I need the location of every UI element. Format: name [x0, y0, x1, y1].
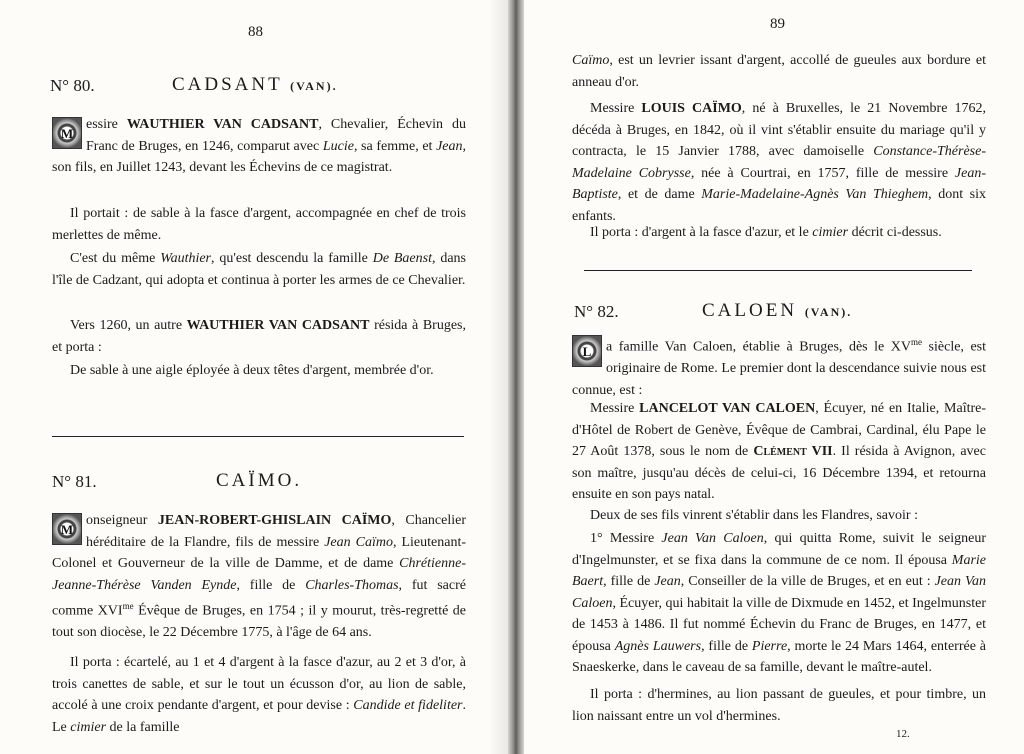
entry-number: N° 81.	[52, 472, 97, 491]
paragraph: Messire LOUIS CAÏMO, né à Bruxelles, le 21 Novembre 1762, décéda à Bruges, en 1842, où il vint s'établir ensuite du mariage qu'il y contracta, le 15 Janvier 1788, avec damoiselle Constance-Thérèse-Madelaine Cobrysse, née à Courtrai, en 1757, fille de messire Jean-Baptiste, et de dame Marie-Madelaine-Agnès Van Thieghem, dont six enfants.	[572, 101, 986, 224]
paragraph: Caïmo, est un levrier issant d'argent, accollé de gueules aux bordure et anneau d'or.	[572, 53, 986, 90]
book-gutter	[508, 0, 524, 754]
signature-mark: 12.	[896, 728, 910, 740]
paragraph: De sable à une aigle éployée à deux têtes d'argent, membrée d'or.	[70, 363, 434, 378]
paragraph: M onseigneur JEAN-ROBERT-GHISLAIN CAÏMO, Chancelier héréditaire de la Flandre, fils de messire Jean Caïmo, Lieutenant-Colonel et Gouverneur de la ville de Damme, et de dame Chrétienne-Jeanne-Thérèse Vanden Eynde, fille de Charles-Thomas, fut sacré comme $XVI^{me}$ Évêque de Bruges, en 1754 ; il y mourut, très-regretté de tout son diocèse, le 22 Décembre 1775, à l'âge de 64 ans.	[52, 513, 467, 641]
paragraph: C'est du même Wauthier, qu'est descendu la famille De Baenst, dans l'île de Cadzant, qui adopta et continua à porter les armes de ce Chevalier.	[52, 251, 466, 288]
paragraph: Il porta : d'argent à la fasce d'azur, et le cimier décrit ci-dessus.	[590, 225, 942, 240]
section-divider	[584, 270, 972, 271]
lettrine: L	[572, 335, 602, 367]
paragraph: Messire LANCELOT VAN CALOEN, Écuyer, né en Italie, Maître-d'Hôtel de Robert de Genève, Évêque de Cambrai, Cardinal, élu Pape le 27 Août 1378, sous le nom de Clément VII. Il résida à Avignon, avec son maître, jusqu'au décès de celui-ci, 16 Décembre 1394, et retourna ensuite en son pays natal.	[572, 401, 987, 502]
lettrine: M	[52, 117, 82, 149]
right-page	[524, 0, 1024, 754]
entry-title: CAÏMO.	[216, 470, 303, 491]
gutter-shadow	[488, 0, 508, 754]
entry-number: N° 82.	[574, 302, 619, 321]
paragraph: L a famille Van Caloen, établie à Bruges, dès le $XV^{me}$ siècle, est originaire de Rome. Le premier dont la descendance suivie nous est connue, est :	[572, 337, 987, 398]
paragraph: M essire WAUTHIER VAN CADSANT, Chevalier, Échevin du Franc de Bruges, en 1246, comparut avec Lucie, sa femme, et Jean, son fils, en Juillet 1243, devant les Échevins de ce magistrat.	[52, 117, 466, 175]
paragraph: Il porta : écartelé, au 1 et 4 d'argent à la fasce d'azur, au 2 et 3 d'or, à trois canettes de sable, et sur le tout un écusson d'or, au lion de sable, accolé à une croix pendante d'argent, et pour devise : Candide et fideliter. Le cimier de la famille	[52, 655, 466, 735]
entry-number: N° 80.	[50, 76, 95, 95]
paragraph: Deux de ses fils vinrent s'établir dans les Flandres, savoir :	[590, 508, 918, 523]
paragraph: Vers 1260, un autre WAUTHIER VAN CADSANT résida à Bruges, et porta :	[52, 318, 466, 355]
paragraph: Il porta : d'hermines, au lion passant de gueules, et pour timbre, un lion naissant entre un vol d'hermines.	[572, 687, 986, 724]
lettrine: M	[52, 513, 82, 545]
paragraph: 1° Messire Jean Van Caloen, qui quitta Rome, suivit le seigneur d'Ingelmunster, et se fixa dans la commune de ce nom. Il épousa Marie Baert, fille de Jean, Conseiller de la ville de Bruges, et en eut : Jean Van Caloen, Écuyer, qui habitait la ville de Dixmude en 1452, et Ingelmunster de 1453 à 1486. Il fut nommé Échevin du Franc de Bruges, en 1477, et épousa Agnès Lauwers, fille de Pierre, morte le 24 Mars 1464, enterrée à Snaeskerke, dans le caveau de sa famille, devant le maître-autel.	[572, 531, 986, 675]
page-number: 89	[770, 16, 785, 32]
entry-title: CADSANT (VAN).	[172, 74, 338, 95]
page-number: 88	[248, 24, 263, 40]
section-divider	[52, 436, 464, 437]
entry-title: CALOEN (VAN).	[702, 300, 853, 321]
left-page	[0, 0, 508, 754]
paragraph: Il portait : de sable à la fasce d'argent, accompagnée en chef de trois merlettes de même.	[52, 206, 466, 243]
